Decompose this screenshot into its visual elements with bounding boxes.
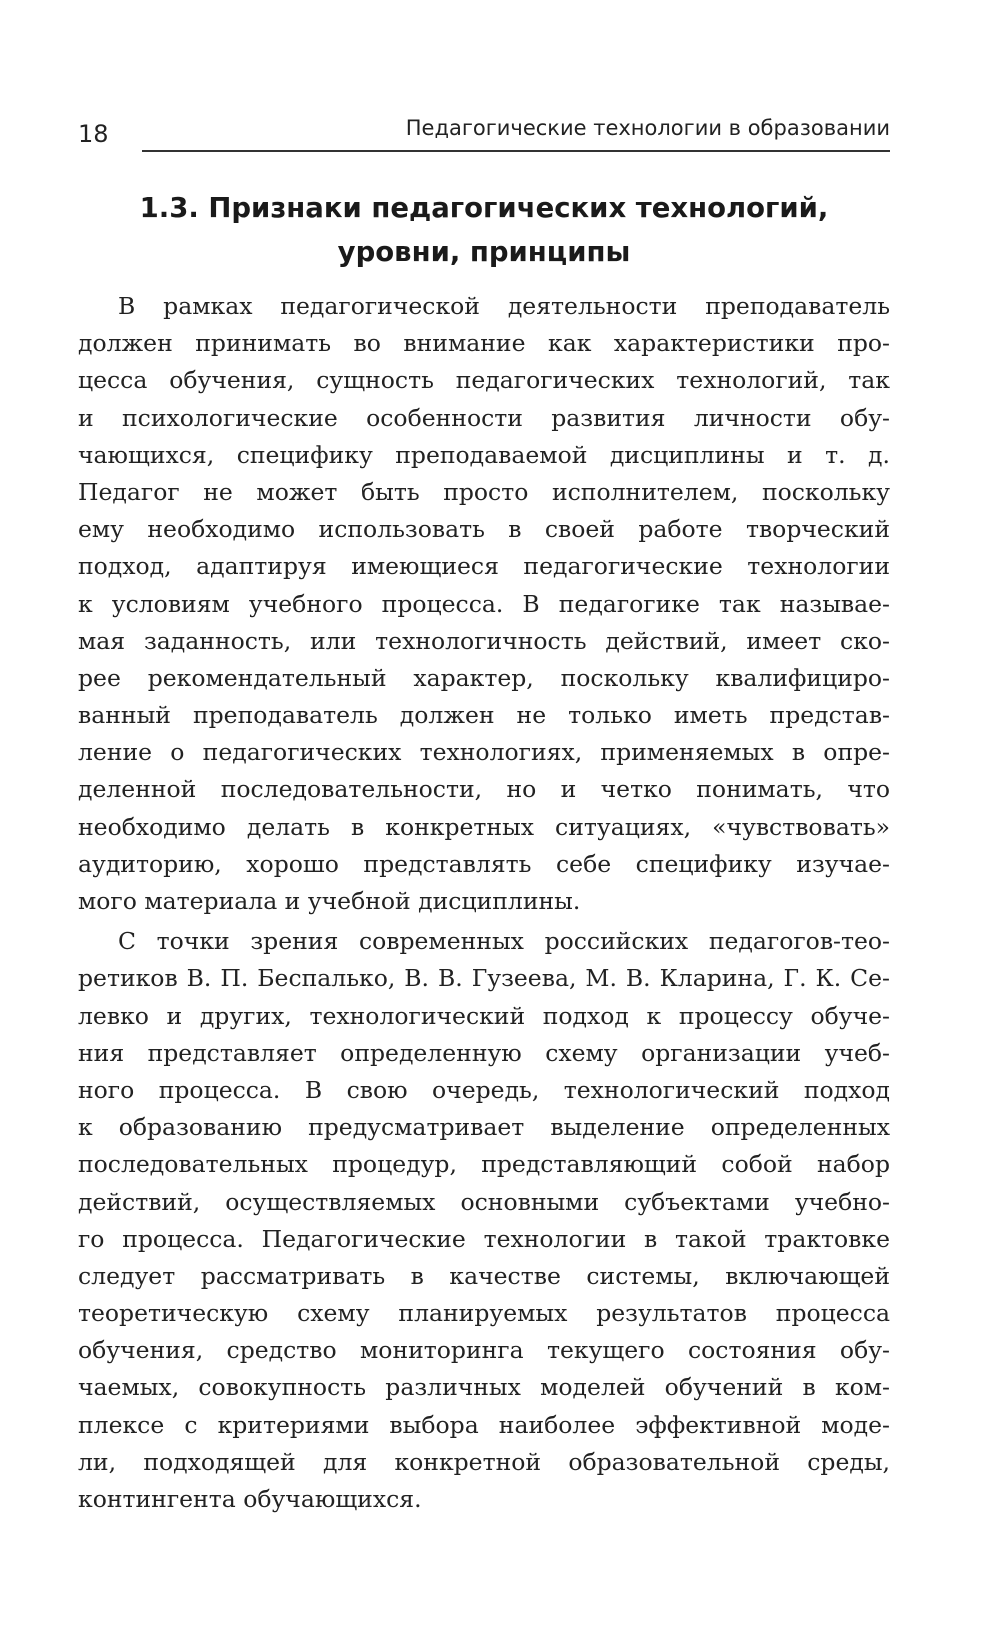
body-text [78, 288, 890, 1518]
text-line: к образованию предусматривает выделение определенных [78, 1113, 890, 1142]
text-line: ление о педагогических технологиях, применяемых в опре- [78, 738, 890, 767]
text-line: следует рассматривать в качестве системы, включающей [78, 1261, 890, 1290]
section-heading-line: 1.3. Признаки педагогических технологий, [139, 192, 829, 224]
text-line: левко и других, технологический подход к процессу обуче- [78, 1001, 890, 1030]
text-line: деленной последовательности, но и четко понимать, что [78, 775, 890, 804]
text-line: действий, осуществляемых основными субъектами учебно- [78, 1187, 890, 1216]
text-line: плексе с критериями выбора наиболее эффективной моде- [78, 1410, 890, 1439]
text-line: теоретическую схему планируемых результатов процесса [78, 1299, 890, 1328]
page-number: 18 [78, 120, 109, 148]
header-rule [142, 150, 890, 152]
text-line: чающихся, специфику преподаваемой дисциплины и т. д. [78, 440, 890, 469]
text-line: контингента обучающихся. [78, 1485, 422, 1513]
section-heading-line: уровни, принципы [337, 236, 631, 268]
text-line: последовательных процедур, представляющий собой набор [78, 1150, 890, 1179]
text-line: го процесса. Педагогические технологии в такой трактовке [78, 1224, 890, 1253]
section-heading [78, 186, 890, 274]
paragraph-1 [78, 288, 890, 920]
text-line: ему необходимо использовать в своей работе творческий [78, 515, 890, 544]
text-line: мого материала и учебной дисциплины. [78, 887, 581, 915]
text-line: ния представляет определенную схему организации учеб- [78, 1038, 890, 1067]
text-line: мая заданность, или технологичность действий, имеет ско- [78, 626, 890, 655]
running-title: Педагогические технологии в образовании [405, 116, 890, 140]
text-line: к условиям учебного процесса. В педагогике так называе- [78, 589, 890, 618]
text-line: должен принимать во внимание как характеристики про- [78, 329, 890, 358]
text-line: необходимо делать в конкретных ситуациях, «чувствовать» [78, 812, 890, 841]
text-line: Педагог не может быть просто исполнителем, поскольку [78, 477, 890, 506]
text-line: ретиков В. П. Беспалько, В. В. Гузеева, М. В. Кларина, Г. К. Се- [78, 964, 890, 993]
text-line: и психологические особенности развития личности обу- [78, 403, 890, 432]
text-line: подход, адаптируя имеющиеся педагогические технологии [78, 552, 890, 581]
text-line: ли, подходящей для конкретной образовательной среды, [78, 1447, 890, 1476]
text-line: ного процесса. В свою очередь, технологический подход [78, 1075, 890, 1104]
text-line: С точки зрения современных российских педагогов-тео- [118, 927, 890, 956]
text-line: рее рекомендательный характер, поскольку квалифициро- [78, 663, 890, 692]
running-header [78, 112, 890, 152]
text-line: ванный преподаватель должен не только иметь представ- [78, 701, 890, 730]
text-line: аудиторию, хорошо представлять себе специфику изучае- [78, 849, 890, 878]
paragraph-2 [78, 923, 890, 1518]
text-line: чаемых, совокупность различных моделей обучений в ком- [78, 1373, 890, 1402]
text-line: цесса обучения, сущность педагогических технологий, так [78, 366, 890, 395]
text-line: В рамках педагогической деятельности преподаватель [118, 292, 890, 320]
text-line: обучения, средство мониторинга текущего состояния обу- [78, 1336, 890, 1365]
